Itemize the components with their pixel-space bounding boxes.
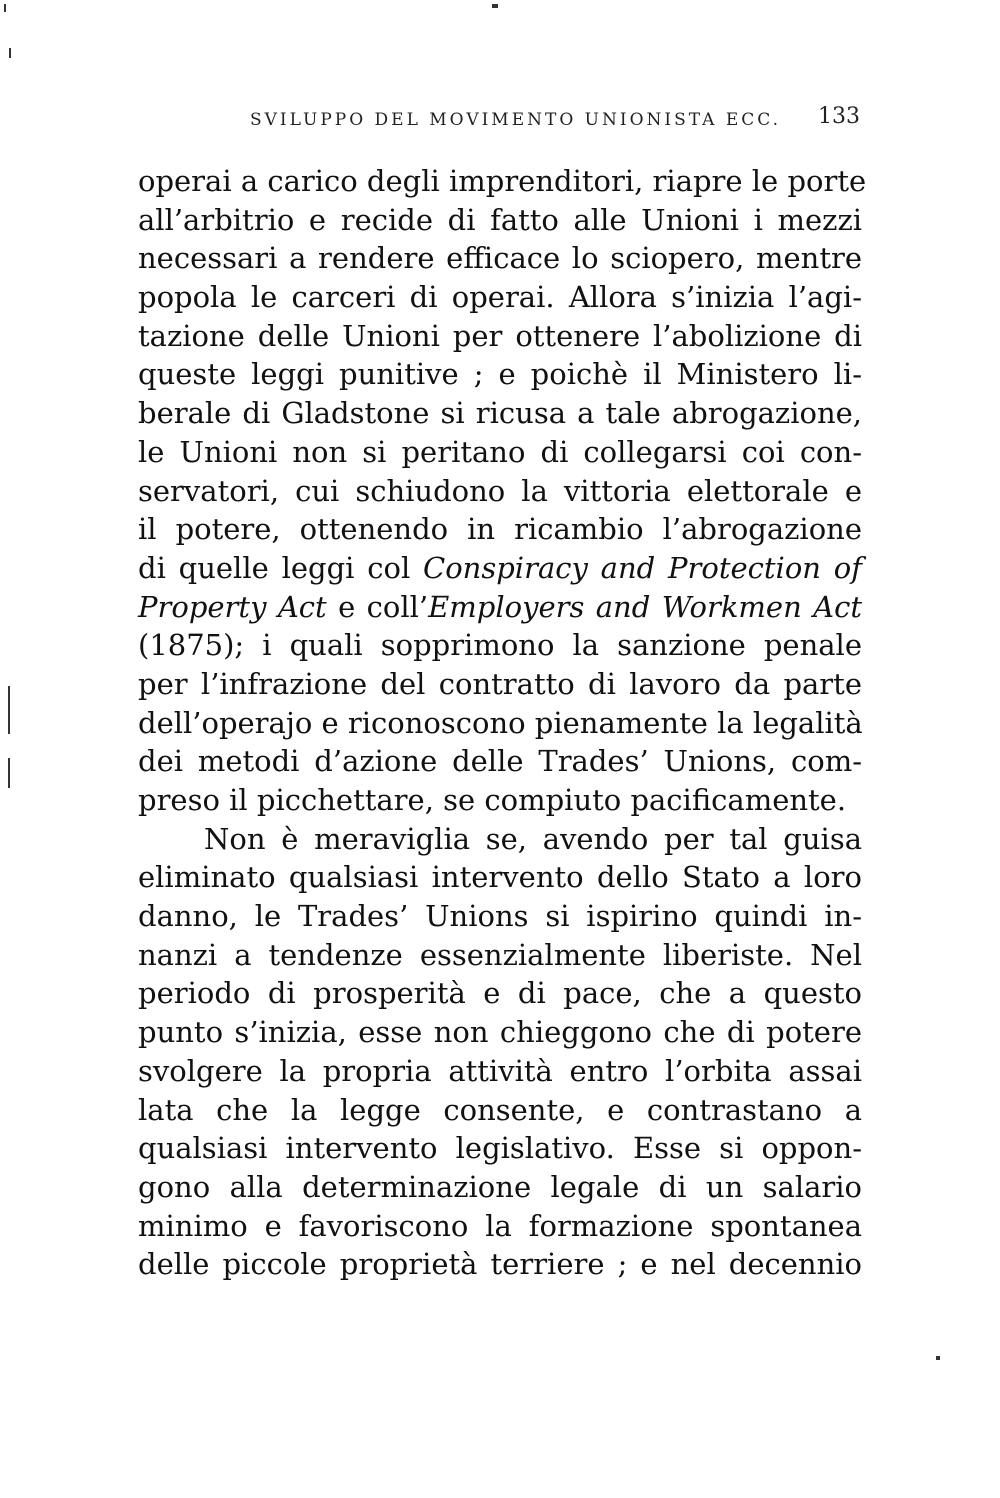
running-title: SVILUPPO DEL MOVIMENTO UNIONISTA ECC.	[250, 110, 782, 130]
scan-speck	[4, 4, 6, 12]
text-line: preso il picchettare, se compiuto pacificamente.	[138, 783, 847, 817]
scan-speck	[492, 4, 498, 8]
text-line: tazione delle Unioni per ottenere l’abolizione di	[138, 318, 862, 353]
text-line: operai a carico degli imprenditori, riapre le porte	[138, 164, 867, 198]
text-line: eliminato qualsiasi intervento dello Stato a loro	[138, 860, 862, 895]
text-line: dei metodi d’azione delle Trades’ Unions, com-	[138, 744, 862, 779]
text-line: per l’infrazione del contratto di lavoro da parte	[138, 666, 862, 701]
text-line: gono alla determinazione legale di un salario	[138, 1169, 862, 1204]
text-line: Property Act e coll’Employers and Workmen Act	[138, 589, 862, 624]
text-line: di quelle leggi col Conspiracy and Protection of	[138, 550, 862, 585]
scan-speck	[9, 48, 11, 58]
scan-speck	[8, 758, 10, 788]
text-line: berale di Gladstone si ricusa a tale abrogazione,	[138, 396, 862, 431]
text-line: punto s’inizia, esse non chieggono che di potere	[138, 1015, 862, 1050]
text-line: le Unioni non si peritano di collegarsi coi con-	[138, 434, 862, 469]
scan-speck	[936, 1356, 940, 1360]
text-line: necessari a rendere efficace lo sciopero, mentre	[138, 241, 862, 276]
text-line: all’arbitrio e recide di fatto alle Unioni i mezzi	[138, 202, 862, 237]
text-line: svolgere la propria attività entro l’orbita assai	[138, 1053, 862, 1088]
italic-title: Property Act	[138, 589, 327, 624]
text-line: danno, le Trades’ Unions si ispirino quindi in-	[138, 899, 862, 934]
text-line: Non è meraviglia se, avendo per tal guisa	[204, 821, 862, 856]
text-line: minimo e favoriscono la formazione spontanea	[138, 1208, 862, 1243]
body-text	[138, 162, 867, 1284]
page-number: 133	[818, 104, 860, 129]
text-line: periodo di prosperità e di pace, che a questo	[138, 976, 862, 1011]
text-line: queste leggi punitive ; e poichè il Ministero li-	[138, 357, 862, 392]
text-line: dell’operajo e riconoscono pienamente la legalità	[138, 705, 863, 740]
text-line: lata che la legge consente, e contrastano a	[138, 1092, 862, 1127]
text-line: il potere, ottenendo in ricambio l’abrogazione	[138, 512, 862, 547]
text-line: qualsiasi intervento legislativo. Esse si oppon-	[138, 1131, 862, 1166]
text-line: delle piccole proprietà terriere ; e nel decennio	[138, 1247, 862, 1282]
text-line: servatori, cui schiudono la vittoria elettorale e	[138, 473, 862, 508]
text-line: popola le carceri di operai. Allora s’inizia l’agi-	[138, 280, 862, 315]
italic-title: Employers and Workmen Act	[428, 589, 862, 624]
scan-speck	[8, 686, 10, 734]
text-line: nanzi a tendenze essenzialmente liberiste. Nel	[138, 937, 862, 972]
italic-title: Conspiracy and Protection of	[423, 550, 862, 585]
text-line: (1875); i quali sopprimono la sanzione penale	[138, 628, 862, 663]
